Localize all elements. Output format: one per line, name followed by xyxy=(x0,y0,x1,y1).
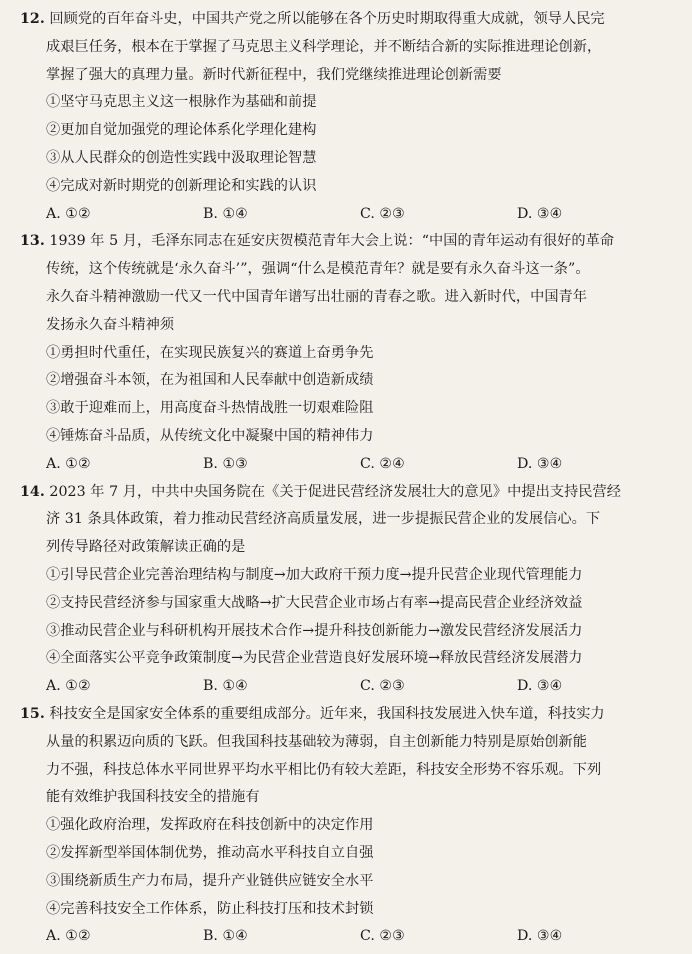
option-statement: ①坚守马克思主义这一根脉作为基础和前提 xyxy=(46,94,317,111)
stem-text: 科技安全是国家安全体系的重要组成部分。近年来，我国科技发展进入快车道，科技实力 xyxy=(49,705,605,722)
stem-text: 回顾党的百年奋斗史，中国共产党之所以能够在各个历史时期取得重大成就，领导人民完 xyxy=(49,11,605,27)
choice-c: C. ②③ xyxy=(360,678,405,695)
stem-text: 2023 年 7 月，中共中央国务院在《关于促进民营经济发展壮大的意见》中提出支持民营经 xyxy=(49,483,622,500)
option-statement: ③敢于迎难而上，用高度奋斗热情战胜一切艰难险阻 xyxy=(46,400,374,417)
question-stem-line: 传统，这个传统就是‘永久奋斗’”，强调“什么是模范青年？就是要有永久奋斗这一条”。 xyxy=(46,261,590,278)
choice-a: A. ①② xyxy=(46,678,91,695)
option-statement: ②发挥新型举国体制优势，推动高水平科技自立自强 xyxy=(46,844,374,861)
choice-c: C. ②③ xyxy=(360,928,405,945)
question-stem-line: 永久奋斗精神激励一代又一代中国青年谱写出壮丽的青春之歌。进入新时代，中国青年 xyxy=(46,288,588,305)
choice-d: D. ③④ xyxy=(517,678,563,695)
option-statement: ②增强奋斗本领，在为祖国和人民奉献中创造新成绩 xyxy=(46,372,374,389)
choice-a: A. ①② xyxy=(46,455,91,472)
choice-a: A. ①② xyxy=(46,205,91,222)
answer-choices xyxy=(20,451,674,479)
question-14 xyxy=(20,479,674,701)
option-statement: ③从人民群众的创造性实践中汲取理论智慧 xyxy=(46,149,317,166)
choice-d: D. ③④ xyxy=(517,455,563,472)
choice-d: D. ③④ xyxy=(517,928,563,945)
option-statement: ④锤炼奋斗品质，从传统文化中凝聚中国的精神伟力 xyxy=(46,427,374,444)
option-statement: ③围绕新质生产力布局，提升产业链供应链安全水平 xyxy=(46,872,374,889)
option-statement: ④完成对新时期党的创新理论和实践的认识 xyxy=(46,177,317,194)
choice-b: B. ①④ xyxy=(203,928,248,945)
choice-b: B. ①④ xyxy=(203,205,248,222)
option-statement: ①勇担时代重任，在实现民族复兴的赛道上奋勇争先 xyxy=(46,344,374,361)
question-stem-line xyxy=(20,228,674,256)
choice-c: C. ②③ xyxy=(360,205,405,222)
question-stem-line xyxy=(20,6,674,34)
question-stem-line: 从量的积累迈向质的飞跃。但我国科技基础较为薄弱，自主创新能力特别是原始创新能 xyxy=(46,733,588,750)
question-number: 12. xyxy=(20,11,45,27)
question-13 xyxy=(20,228,674,478)
question-stem-line xyxy=(20,479,674,507)
question-number: 13. xyxy=(20,233,45,250)
answer-choices xyxy=(20,201,674,229)
question-12 xyxy=(20,6,674,228)
option-statement: ②支持民营经济参与国家重大战略→扩大民营企业市场占有率→提高民营企业经济效益 xyxy=(46,594,583,611)
choice-d: D. ③④ xyxy=(517,205,563,222)
question-stem-line: 掌握了强大的真理力量。新时代新征程中，我们党继续推进理论创新需要 xyxy=(46,66,502,83)
choice-a: A. ①② xyxy=(46,928,91,945)
choice-b: B. ①③ xyxy=(203,455,248,472)
option-statement: ④全面落实公平竞争政策制度→为民营企业营造良好发展环境→释放民营经济发展潜力 xyxy=(46,650,583,667)
question-stem-line: 列传导路径对政策解读正确的是 xyxy=(46,539,246,556)
question-stem-line xyxy=(20,701,674,729)
option-statement: ③推动民营企业与科研机构开展技术合作→提升科技创新能力→激发民营经济发展活力 xyxy=(46,622,583,639)
question-number: 14. xyxy=(20,483,45,500)
question-number: 15. xyxy=(20,705,45,722)
stem-text: 1939 年 5 月，毛泽东同志在延安庆贺模范青年大会上说：“中国的青年运动有很好的革命 xyxy=(49,233,615,250)
answer-choices xyxy=(20,923,674,951)
option-statement: ④完善科技安全工作体系，防止科技打压和技术封锁 xyxy=(46,900,374,917)
answer-choices xyxy=(20,673,674,701)
question-stem-line: 成艰巨任务，根本在于掌握了马克思主义科学理论，并不断结合新的实际推进理论创新， xyxy=(46,38,602,55)
option-statement: ①强化政府治理，发挥政府在科技创新中的决定作用 xyxy=(46,817,374,834)
question-15 xyxy=(20,701,674,951)
option-statement: ①引导民营企业完善治理结构与制度→加大政府干预力度→提升民营企业现代管理能力 xyxy=(46,566,583,583)
choice-c: C. ②④ xyxy=(360,455,405,472)
question-stem-line: 发扬永久奋斗精神须 xyxy=(46,316,175,333)
question-stem-line: 能有效维护我国科技安全的措施有 xyxy=(46,789,260,806)
choice-b: B. ①④ xyxy=(203,678,248,695)
question-stem-line: 济 31 条具体政策，着力推动民营经济高质量发展，进一步提振民营企业的发展信心。下 xyxy=(46,511,601,528)
option-statement: ②更加自觉加强党的理论体系化学理化建构 xyxy=(46,122,317,139)
question-stem-line: 力不强，科技总体水平同世界平均水平相比仍有较大差距，科技安全形势不容乐观。下列 xyxy=(46,761,602,778)
